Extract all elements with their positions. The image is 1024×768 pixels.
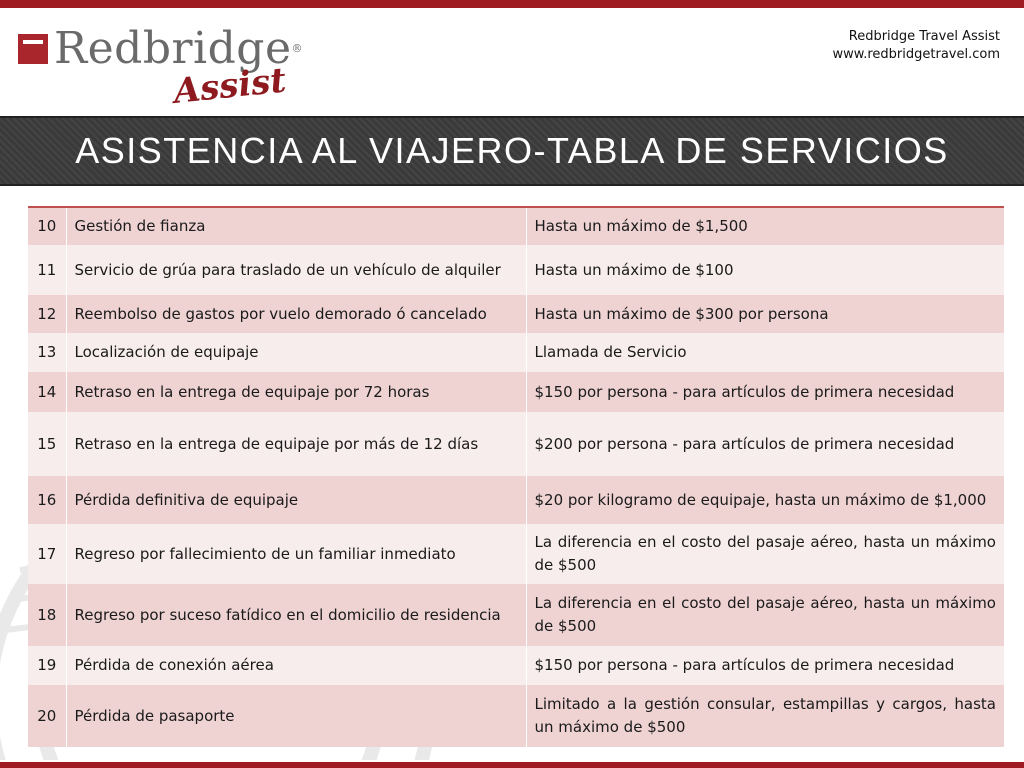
service-description: Pérdida definitiva de equipaje: [66, 476, 526, 524]
page-title: ASISTENCIA AL VIAJERO-TABLA DE SERVICIOS: [75, 130, 949, 171]
service-number: 18: [28, 584, 66, 646]
table-row: [28, 685, 1004, 747]
service-benefit: La diferencia en el costo del pasaje aéreo, hasta un máximo de $500: [526, 584, 1004, 646]
service-number: 19: [28, 646, 66, 685]
company-website: www.redbridgetravel.com: [832, 47, 1000, 62]
redbridge-assist-logo: [14, 20, 303, 120]
service-number: 15: [28, 412, 66, 476]
service-description: Servicio de grúa para traslado de un vehículo de alquiler: [66, 245, 526, 295]
logo-wordmark: Redbridge®: [54, 23, 303, 74]
service-description: Retraso en la entrega de equipaje por más de 12 días: [66, 412, 526, 476]
service-description: Pérdida de conexión aérea: [66, 646, 526, 685]
service-benefit: Hasta un máximo de $300 por persona: [526, 295, 1004, 333]
service-description: Regreso por suceso fatídico en el domicilio de residencia: [66, 584, 526, 646]
table-row: [28, 584, 1004, 646]
company-name: Redbridge Travel Assist: [848, 29, 1000, 44]
service-benefit: $150 por persona - para artículos de primera necesidad: [526, 646, 1004, 685]
table-row: [28, 372, 1004, 412]
service-description: Localización de equipaje: [66, 333, 526, 372]
table-row: [28, 245, 1004, 295]
service-number: 16: [28, 476, 66, 524]
slide-header: [0, 8, 1024, 116]
service-number: 14: [28, 372, 66, 412]
services-table: [28, 206, 1004, 747]
service-description: Pérdida de pasaporte: [66, 685, 526, 747]
table-row: [28, 524, 1004, 584]
company-info: [833, 28, 1000, 64]
service-benefit: Limitado a la gestión consular, estampillas y cargos, hasta un máximo de $500: [526, 685, 1004, 747]
service-benefit: $200 por persona - para artículos de primera necesidad: [526, 412, 1004, 476]
service-description: Reembolso de gastos por vuelo demorado ó cancelado: [66, 295, 526, 333]
service-number: 10: [28, 207, 66, 245]
service-number: 11: [28, 245, 66, 295]
logo-mark-icon: [18, 34, 48, 64]
service-benefit: Hasta un máximo de $1,500: [526, 207, 1004, 245]
table-row: [28, 476, 1004, 524]
table-row: [28, 412, 1004, 476]
service-number: 17: [28, 524, 66, 584]
service-description: Gestión de fianza: [66, 207, 526, 245]
top-accent-bar: [0, 0, 1024, 8]
service-description: Regreso por fallecimiento de un familiar inmediato: [66, 524, 526, 584]
service-benefit: $150 por persona - para artículos de primera necesidad: [526, 372, 1004, 412]
table-row: [28, 207, 1004, 245]
service-benefit: Llamada de Servicio: [526, 333, 1004, 372]
service-number: 20: [28, 685, 66, 747]
service-description: Retraso en la entrega de equipaje por 72 horas: [66, 372, 526, 412]
service-benefit: Hasta un máximo de $100: [526, 245, 1004, 295]
bottom-accent-bar: [0, 762, 1024, 768]
service-number: 13: [28, 333, 66, 372]
table-row: [28, 333, 1004, 372]
table-row: [28, 646, 1004, 685]
title-band: [0, 116, 1024, 186]
table-row: [28, 295, 1004, 333]
logo-script: Assist: [171, 60, 288, 112]
service-number: 12: [28, 295, 66, 333]
service-benefit: La diferencia en el costo del pasaje aéreo, hasta un máximo de $500: [526, 524, 1004, 584]
service-benefit: $20 por kilogramo de equipaje, hasta un máximo de $1,000: [526, 476, 1004, 524]
